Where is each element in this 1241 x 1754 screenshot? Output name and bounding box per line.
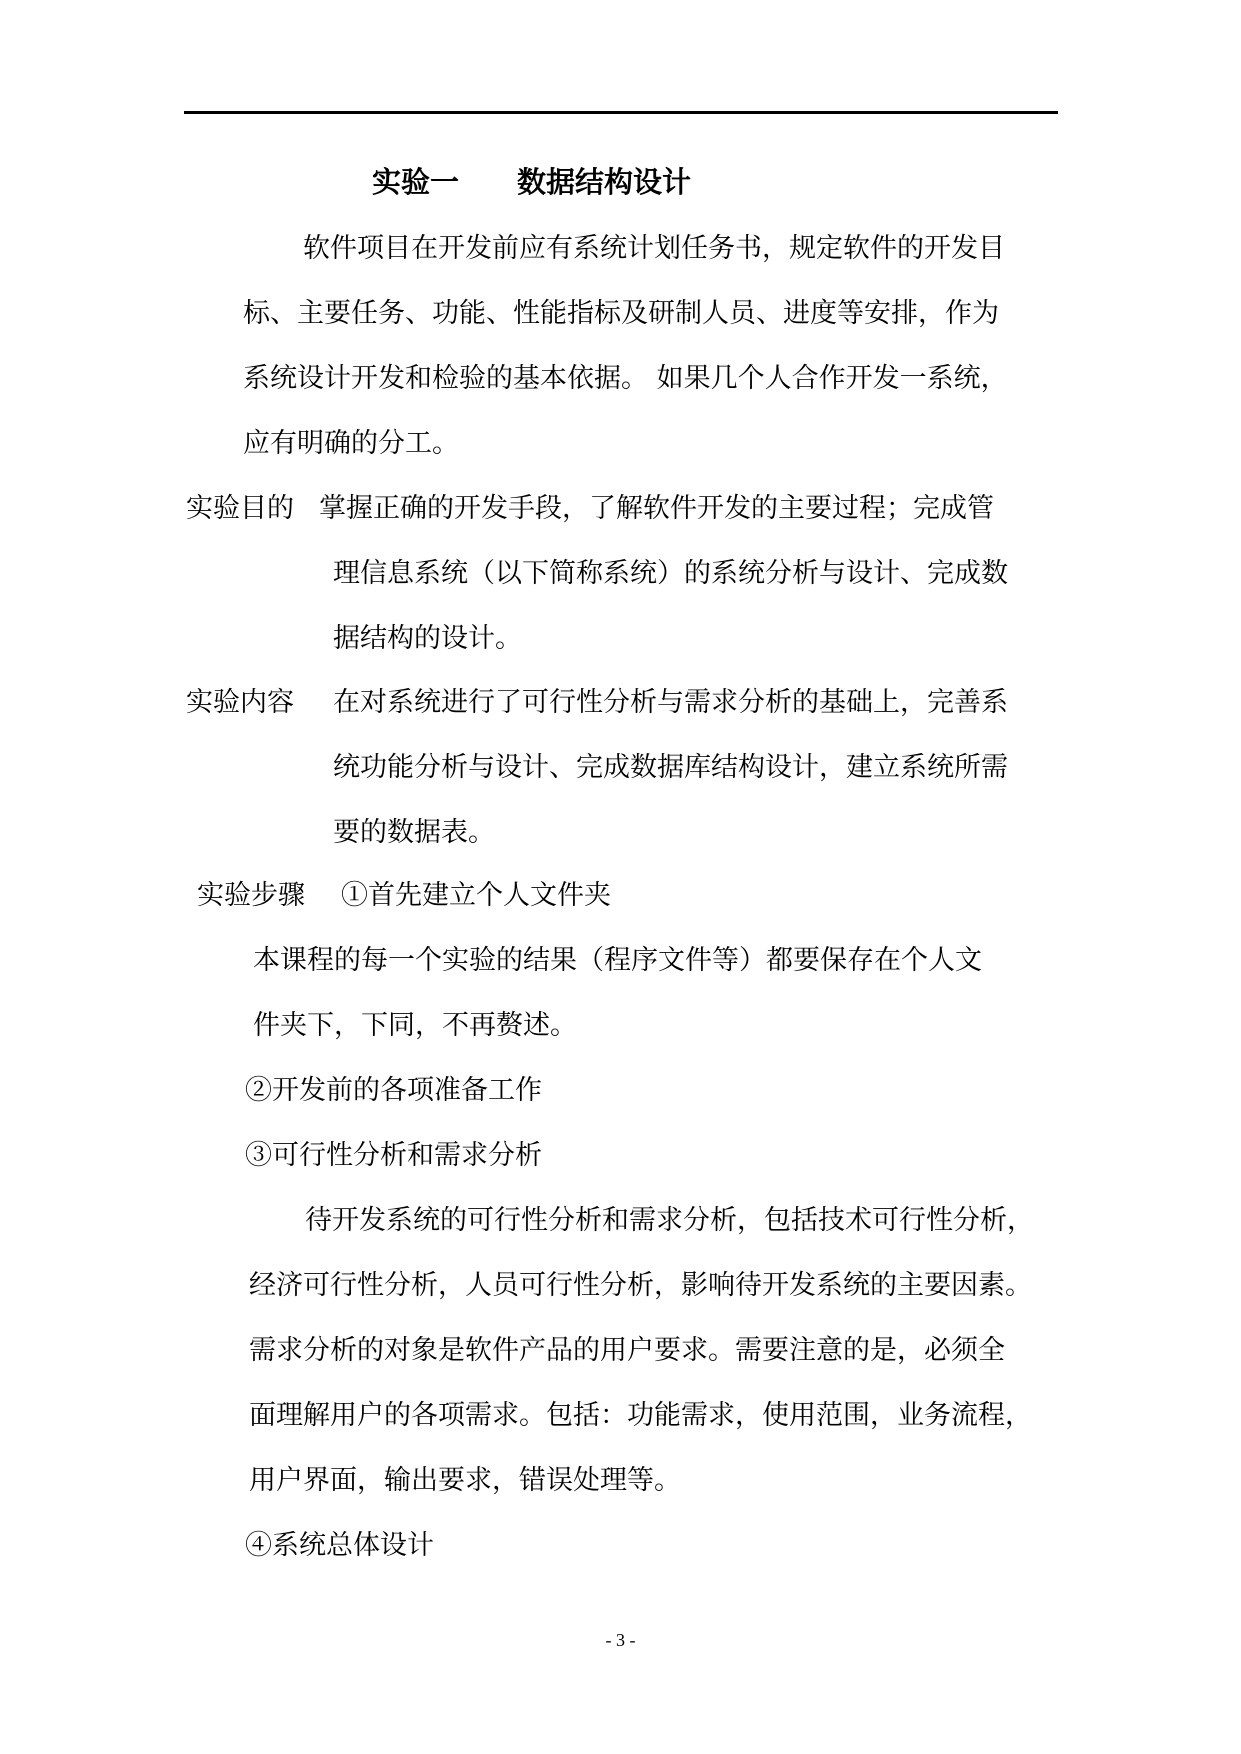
title-text: 数据结构设计 [517, 165, 692, 199]
intro-line: 应有明确的分工。 [243, 428, 459, 459]
step-1-heading: ①首先建立个人文件夹 [341, 880, 611, 911]
step-3-heading: ③可行性分析和需求分析 [245, 1140, 542, 1171]
title-number: 实验一 [372, 165, 460, 199]
steps-label: 实验步骤 [197, 880, 305, 911]
step-3-line: 需求分析的对象是软件产品的用户要求。需要注意的是，必须全 [249, 1335, 1005, 1366]
step-3-line: 面理解用户的各项需求。包括：功能需求，使用范围，业务流程， [249, 1400, 1032, 1431]
step-3-line: 待开发系统的可行性分析和需求分析，包括技术可行性分析， [305, 1205, 1034, 1236]
step-2-heading: ②开发前的各项准备工作 [245, 1075, 542, 1106]
page-title [372, 160, 691, 201]
step-1-line: 件夹下，下同，不再赘述。 [253, 1010, 577, 1041]
content-line: 在对系统进行了可行性分析与需求分析的基础上，完善系 [333, 687, 1008, 718]
intro-line: 标、主要任务、功能、性能指标及研制人员、进度等安排，作为 [243, 298, 999, 329]
purpose-line: 理信息系统（以下简称系统）的系统分析与设计、完成数 [333, 558, 1008, 589]
header-rule [184, 111, 1058, 114]
step-3-line: 用户界面，输出要求，错误处理等。 [249, 1465, 681, 1496]
purpose-line: 据结构的设计。 [333, 623, 522, 654]
content-line: 要的数据表。 [333, 817, 495, 848]
step-4-heading: ④系统总体设计 [245, 1530, 434, 1561]
content-label: 实验内容 [186, 687, 294, 718]
page-number: - 3 - [605, 1630, 636, 1650]
purpose-label: 实验目的 [186, 493, 294, 524]
intro-line: 软件项目在开发前应有系统计划任务书，规定软件的开发目 [303, 233, 1005, 264]
step-3-line: 经济可行性分析，人员可行性分析，影响待开发系统的主要因素。 [249, 1270, 1032, 1301]
content-line: 统功能分析与设计、完成数据库结构设计，建立系统所需 [333, 752, 1008, 783]
intro-line: 系统设计开发和检验的基本依据。 如果几个人合作开发一系统， [243, 363, 1008, 394]
purpose-line: 掌握正确的开发手段，了解软件开发的主要过程；完成管 [319, 493, 994, 524]
step-1-line: 本课程的每一个实验的结果（程序文件等）都要保存在个人文 [253, 945, 982, 976]
